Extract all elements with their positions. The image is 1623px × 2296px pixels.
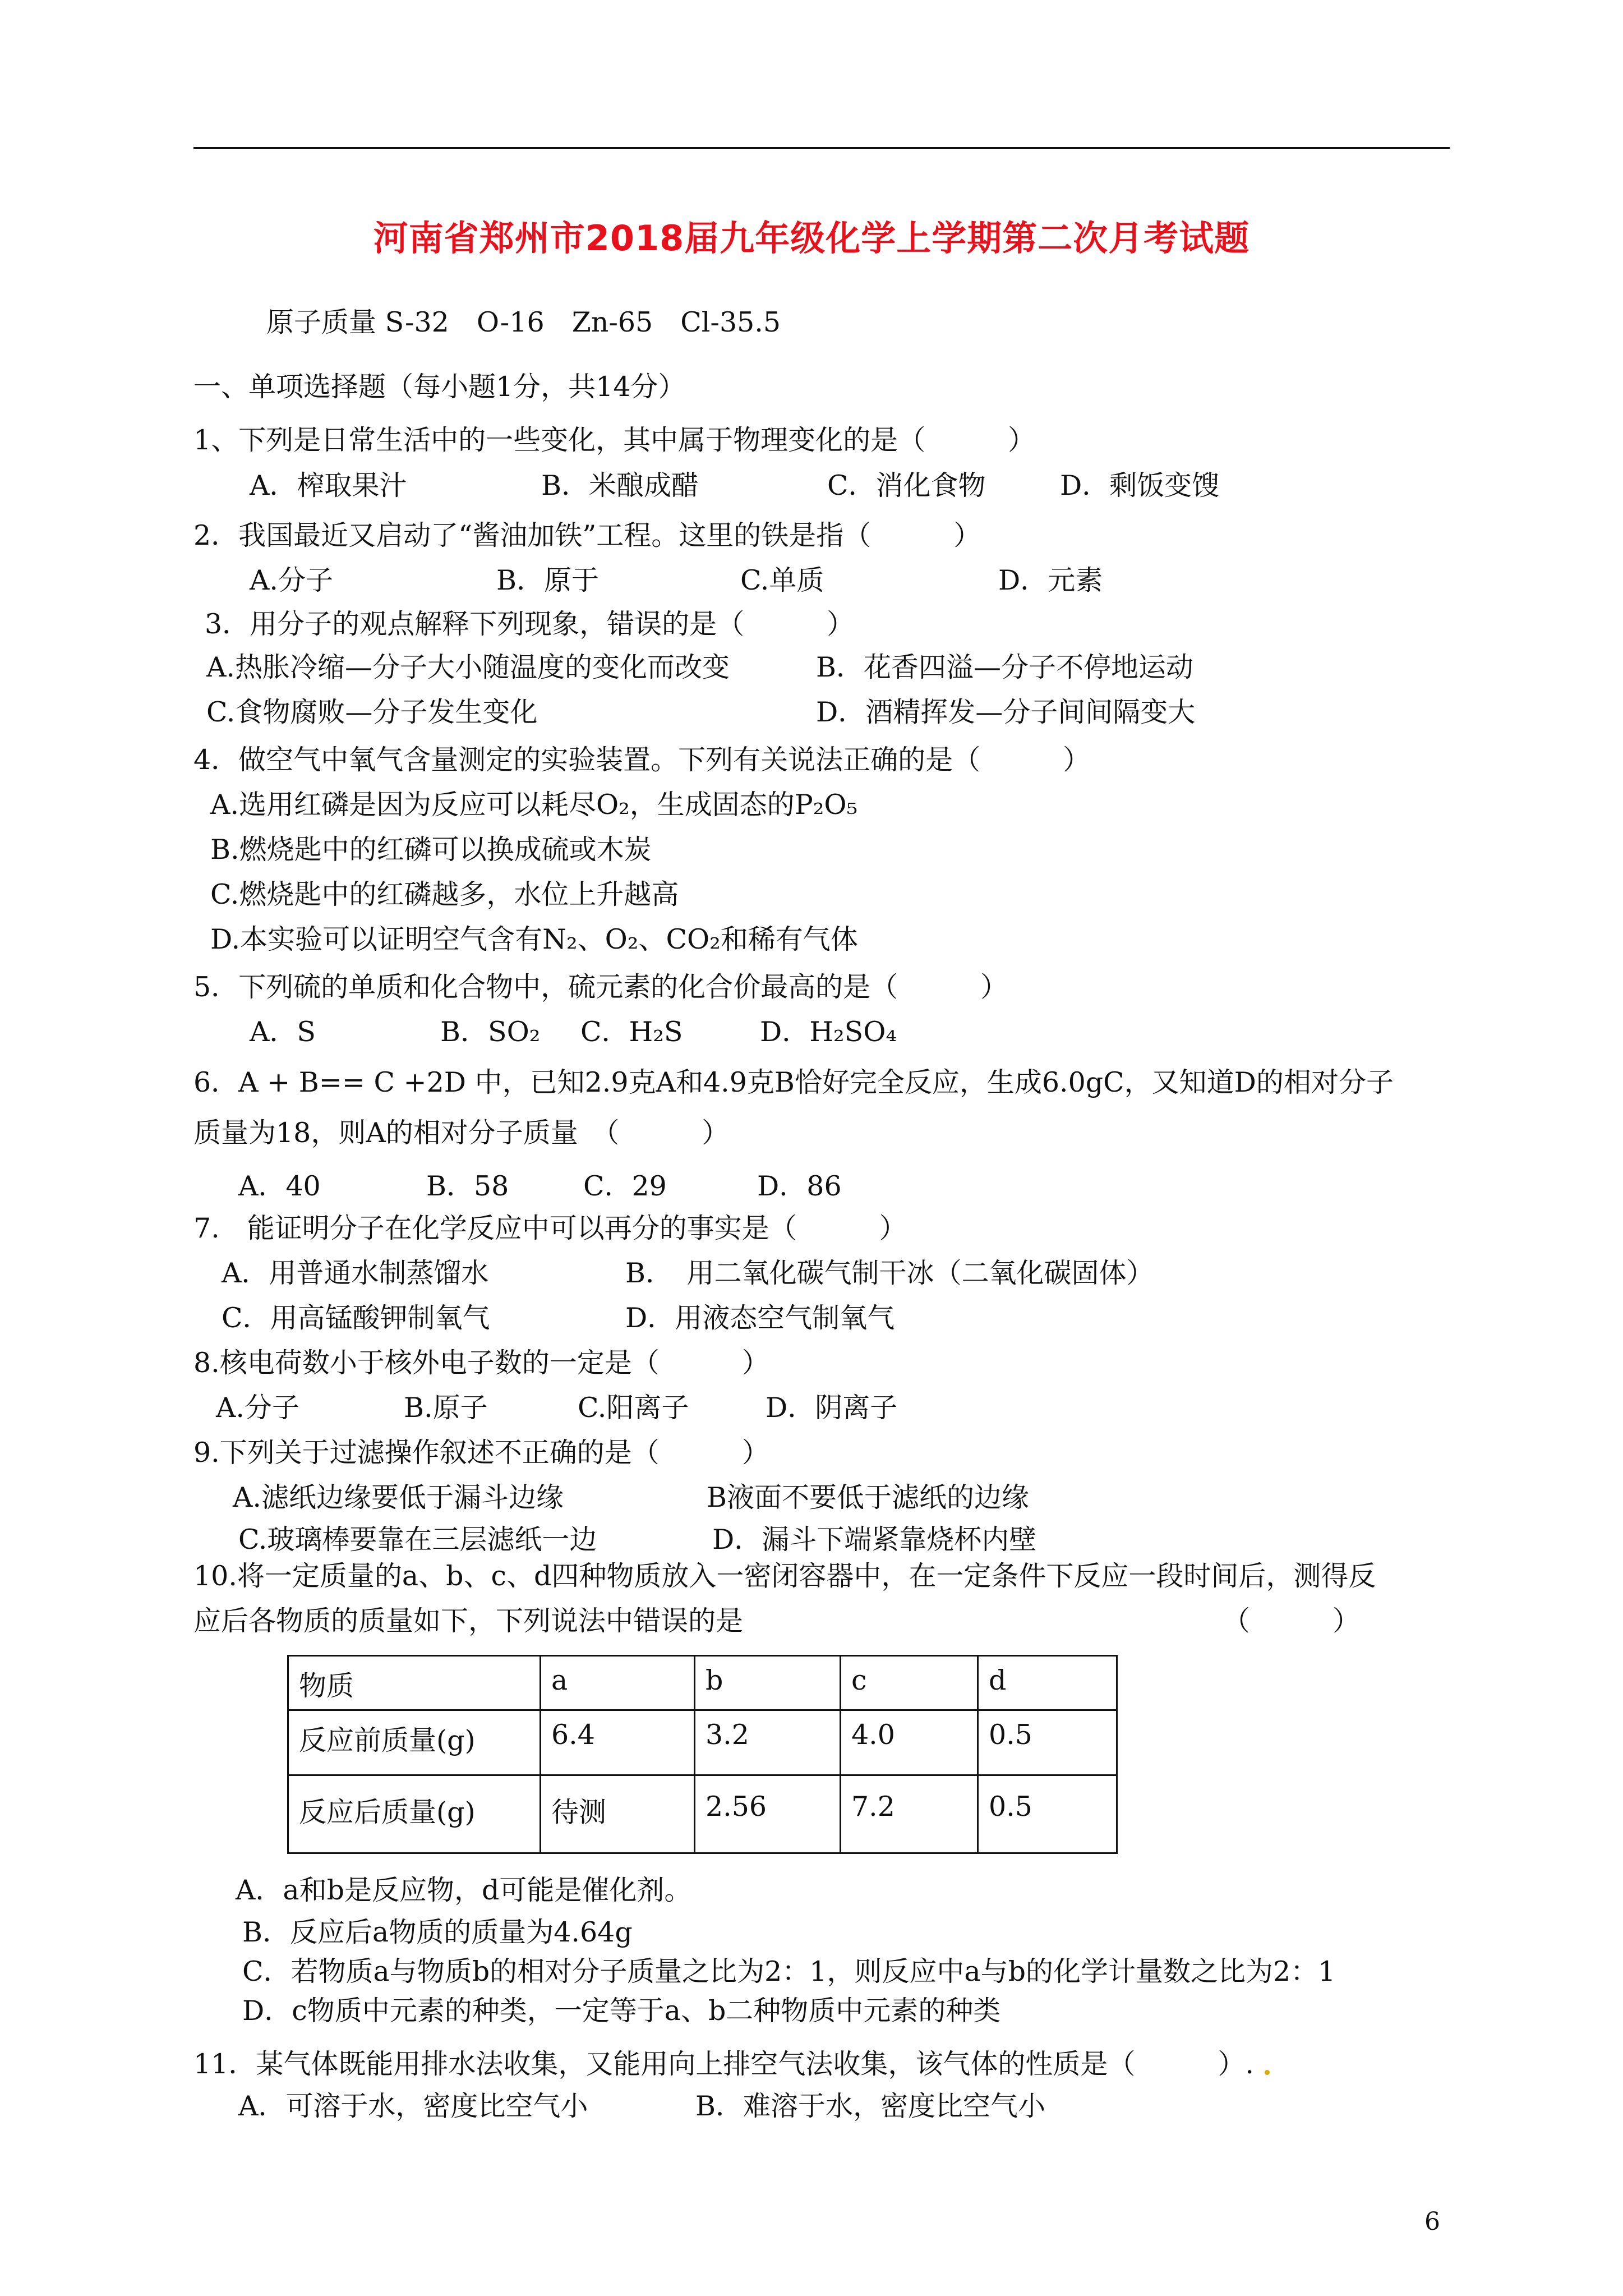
question-8-option-a: A.分子 <box>216 1392 299 1424</box>
question-7-stem: 7. 能证明分子在化学反应中可以再分的事实是（ ） <box>193 1212 907 1244</box>
question-3-option-d: D．酒精挥发—分子间间隔变大 <box>816 696 1196 728</box>
question-2-option-b: B．原于 <box>496 564 600 596</box>
question-1-option-d: D．剩饭变馊 <box>1060 470 1220 501</box>
question-2-option-d: D．元素 <box>998 564 1103 596</box>
mass-table <box>287 1655 1118 1854</box>
table-cell: a <box>541 1656 695 1710</box>
marker-dot <box>1265 2070 1270 2075</box>
question-6-stem-line2: 质量为18，则A的相对分子质量 （ ） <box>193 1117 730 1149</box>
table-row <box>288 1775 1117 1853</box>
table-cell: b <box>695 1656 841 1710</box>
question-3-option-c: C.食物腐败—分子发生变化 <box>206 696 538 728</box>
question-7-option-c: C．用高锰酸钾制氧气 <box>222 1302 490 1334</box>
question-7-option-a: A．用普通水制蒸馏水 <box>222 1257 489 1289</box>
table-cell: 0.5 <box>978 1775 1117 1853</box>
table-cell: 物质 <box>288 1656 541 1710</box>
question-4-option-a: A.选用红磷是因为反应可以耗尽O₂，生成固态的P₂O₅ <box>210 789 858 821</box>
question-10-option-b: B．反应后a物质的质量为4.64g <box>242 1916 633 1948</box>
table-cell: 6.4 <box>541 1710 695 1775</box>
question-9-option-a: A.滤纸边缘要低于漏斗边缘 <box>233 1481 564 1513</box>
question-1-option-b: B．米酿成醋 <box>541 470 699 501</box>
table-cell: 反应后质量(g) <box>288 1775 541 1853</box>
question-10-stem-line1: 10.将一定质量的a、b、c、d四种物质放入一密闭容器中，在一定条件下反应一段时间后，测得反 <box>193 1560 1376 1592</box>
question-6-option-c: C．29 <box>583 1170 667 1202</box>
header-rule <box>193 147 1450 149</box>
table-cell: 0.5 <box>978 1710 1117 1775</box>
table-cell: 3.2 <box>695 1710 841 1775</box>
section-heading: 一、单项选择题（每小题1分，共14分） <box>193 371 686 403</box>
question-5-option-c: C．H₂S <box>580 1016 683 1048</box>
question-2-stem: 2．我国最近又启动了“酱油加铁”工程。这里的铁是指（ ） <box>193 519 981 551</box>
table-cell: d <box>978 1656 1117 1710</box>
page-number: 6 <box>1424 2207 1440 2236</box>
table-row <box>288 1710 1117 1775</box>
question-3-option-b: B．花香四溢—分子不停地运动 <box>816 651 1194 683</box>
question-7-option-d: D．用液态空气制氧气 <box>625 1302 895 1334</box>
question-3-stem: 3．用分子的观点解释下列现象，错误的是（ ） <box>205 608 855 640</box>
question-9-option-d: D．漏斗下端紧靠烧杯内壁 <box>712 1524 1037 1556</box>
question-6-option-a: A．40 <box>238 1170 321 1202</box>
question-6-stem-line1: 6．A + B== C +2D 中，已知2.9克A和4.9克B恰好完全反应，生成6.0gC，又知道D的相对分子 <box>193 1066 1394 1098</box>
table-cell: 7.2 <box>841 1775 978 1853</box>
table-cell: 2.56 <box>695 1775 841 1853</box>
table-header-row <box>288 1656 1117 1710</box>
question-4-stem: 4．做空气中氧气含量测定的实验装置。下列有关说法正确的是（ ） <box>193 744 1091 776</box>
question-9-option-b: B液面不要低于滤纸的边缘 <box>707 1481 1030 1513</box>
question-7-option-b: B． 用二氧化碳气制干冰（二氧化碳固体） <box>625 1257 1154 1289</box>
question-1-stem: 1、下列是日常生活中的一些变化，其中属于物理变化的是（ ） <box>193 424 1036 456</box>
question-4-option-b: B.燃烧匙中的红磷可以换成硫或木炭 <box>210 834 652 866</box>
atomic-mass-note: 原子质量 S-32 O-16 Zn-65 Cl-35.5 <box>266 306 781 338</box>
table-cell: 待测 <box>541 1775 695 1853</box>
table-cell: 反应前质量(g) <box>288 1710 541 1775</box>
question-3-option-a: A.热胀冷缩—分子大小随温度的变化而改变 <box>206 651 730 683</box>
question-5-stem: 5．下列硫的单质和化合物中，硫元素的化合价最高的是（ ） <box>193 971 1008 1003</box>
question-9-stem: 9.下列关于过滤操作叙述不正确的是（ ） <box>193 1437 769 1469</box>
page-title: 河南省郑州市2018届九年级化学上学期第二次月考试题 <box>373 218 1250 259</box>
table-cell: c <box>841 1656 978 1710</box>
question-10-answer-paren: （ ） <box>1223 1605 1361 1637</box>
question-10-option-c: C．若物质a与物质b的相对分子质量之比为2：1，则反应中a与b的化学计量数之比为2：1 <box>242 1955 1336 1987</box>
question-8-stem: 8.核电荷数小于核外电子数的一定是（ ） <box>193 1347 769 1379</box>
question-10-stem-line2: 应后各物质的质量如下，下列说法中错误的是 <box>193 1605 744 1637</box>
question-8-option-b: B.原子 <box>404 1392 488 1424</box>
question-6-option-b: B．58 <box>426 1170 509 1202</box>
question-11-option-a: A．可溶于水，密度比空气小 <box>238 2090 588 2122</box>
question-10-option-a: A．a和b是反应物，d可能是催化剂。 <box>236 1874 692 1906</box>
question-2-option-c: C.单质 <box>740 564 824 596</box>
table-cell: 4.0 <box>841 1710 978 1775</box>
question-2-option-a: A.分子 <box>250 564 333 596</box>
question-4-option-d: D.本实验可以证明空气含有N₂、O₂、CO₂和稀有气体 <box>210 923 858 955</box>
question-11-option-b: B．难溶于水，密度比空气小 <box>695 2090 1046 2122</box>
question-9-option-c: C.玻璃棒要靠在三层滤纸一边 <box>238 1524 597 1556</box>
question-4-option-c: C.燃烧匙中的红磷越多，水位上升越高 <box>210 878 679 910</box>
question-8-option-d: D．阴离子 <box>766 1392 898 1424</box>
question-6-option-d: D．86 <box>757 1170 842 1202</box>
question-1-option-a: A．榨取果汁 <box>250 470 407 501</box>
question-5-option-d: D．H₂SO₄ <box>760 1016 897 1048</box>
question-10-option-d: D．c物质中元素的种类，一定等于a、b二种物质中元素的种类 <box>242 1995 1001 2027</box>
question-5-option-a: A．S <box>250 1016 316 1048</box>
question-11-stem: 11．某气体既能用排水法收集，又能用向上排空气法收集，该气体的性质是（ ）. <box>193 2048 1254 2080</box>
question-5-option-b: B．SO₂ <box>440 1016 541 1048</box>
question-1-option-c: C．消化食物 <box>827 470 986 501</box>
question-8-option-c: C.阳离子 <box>578 1392 689 1424</box>
